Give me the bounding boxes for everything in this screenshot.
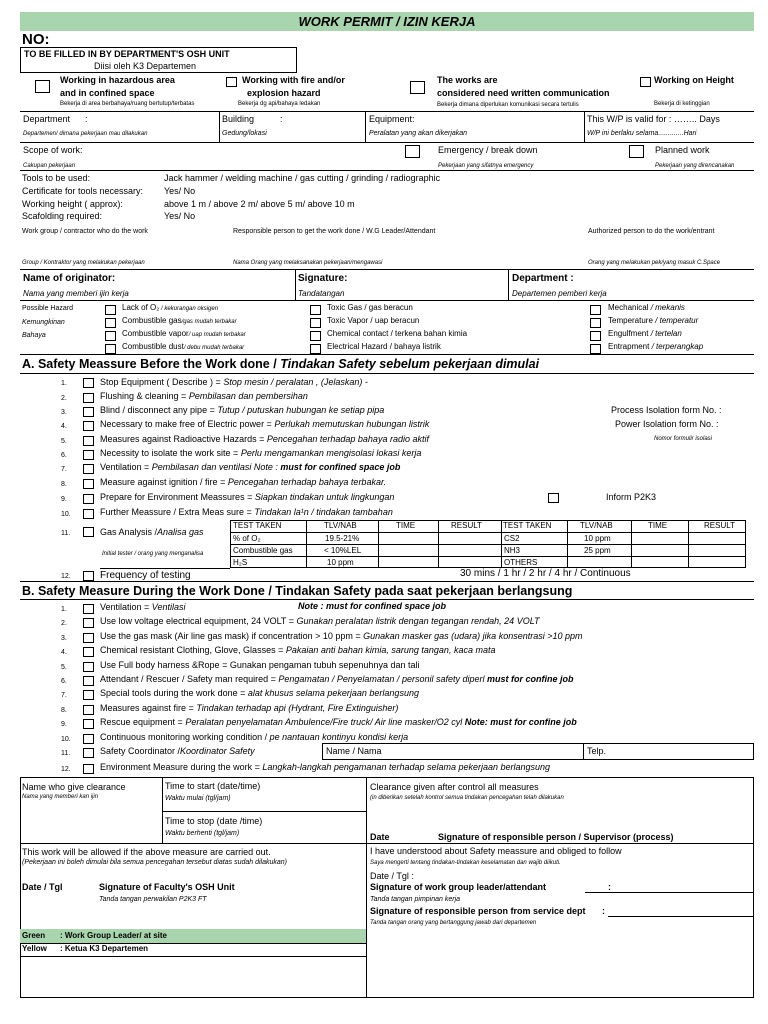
gas-cell: Combustible gas	[233, 546, 293, 555]
gas-header: TEST TAKEN	[233, 521, 282, 530]
isolation-form-sub: Nomor formulir isolasi	[654, 436, 713, 442]
scope-label: Scope of work:	[23, 145, 83, 155]
authorized-person-sub: Orang yang melakukan pek/yang masuk C.Space	[588, 260, 721, 266]
sig-service-label: Signature of responsible person from service dept	[370, 906, 586, 916]
divider	[365, 111, 366, 142]
gas-table-line	[438, 520, 439, 568]
gas-header: TIME	[648, 521, 668, 530]
item-number: 9.	[61, 721, 67, 728]
planned-label: Planned work	[655, 145, 710, 155]
clearance-name-sub: Nama yang memberi kan ijin	[22, 794, 99, 800]
inform-p2k3-checkbox[interactable]	[548, 493, 559, 503]
toxic-vapor-checkbox[interactable]	[310, 318, 321, 328]
page-title: WORK PERMIT / IZIN KERJA	[298, 14, 476, 29]
authorized-person-label: Authorized person to do the work/entrant	[588, 228, 715, 235]
department2-label: Department :	[512, 273, 574, 284]
work-type-label: explosion hazard	[247, 88, 321, 98]
gas-cell: NH3	[504, 546, 521, 555]
divider	[20, 300, 754, 301]
hazard-label: Electrical Hazard / bahaya listrik	[327, 342, 441, 351]
item-number: 2.	[61, 620, 67, 627]
gas-header: RESULT	[704, 521, 735, 530]
scope-sub: Cakupan pekerjaan	[23, 163, 76, 169]
scaffolding-value: Yes/ No	[164, 211, 196, 221]
item-number: 10.	[61, 736, 71, 743]
frequency-checkbox[interactable]	[83, 571, 94, 581]
height-label: Working height ( approx):	[22, 199, 123, 209]
hazard-label: Temperature / temperatur	[608, 316, 699, 325]
item-number: 4.	[61, 423, 67, 430]
item-number: 1.	[61, 380, 67, 387]
process-isolation-label: Process Isolation form No. :	[611, 405, 722, 415]
divider	[20, 956, 366, 957]
work-type-label: Working on Height	[654, 75, 734, 85]
gas-table-line	[306, 520, 307, 568]
section-b-item: Attendant / Rescuer / Safety man required = Pengamatan / Penyelamatan / personil safety diperl must for confine job	[100, 674, 574, 684]
section-a-item: Necessity to isolate the work site = Perlu mengamankan mengisolasi lokasi kerja	[100, 448, 422, 458]
gas-cell: < 10%LEL	[324, 546, 362, 555]
item-number: 7.	[61, 692, 67, 699]
entrapment-checkbox[interactable]	[590, 344, 601, 354]
item-number: 8.	[61, 481, 67, 488]
hazard-label: Toxic Vapor / uap beracun	[327, 316, 420, 325]
item-number: 6.	[61, 678, 67, 685]
item-number: 3.	[61, 635, 67, 642]
divider	[753, 777, 754, 998]
section-b-item: Environment Measure during the work = Langkah-langkah pengamanan terhadap selama pekerjaan berlangsung	[100, 762, 551, 772]
sig-wg-line	[585, 892, 753, 893]
equipment-sub: Peralatan yang akan dikerjakan	[369, 130, 468, 137]
section-b-item: Ventilation = Ventilasi	[100, 602, 186, 612]
section-b-checkbox-10[interactable]	[83, 734, 94, 744]
power-isolation-label: Power Isolation form No. :	[615, 419, 719, 429]
osh-unit-title: TO BE FILLED IN BY DEPARTMENT'S OSH UNIT	[24, 49, 230, 59]
gas-analysis-label: Gas Analysis /Analisa gas	[100, 527, 204, 537]
section-b-item: Measures against fire = Tindakan terhadap api (Hydrant, Fire Extinguisher)	[100, 703, 399, 713]
divider	[162, 811, 366, 812]
planned-work-checkbox[interactable]	[629, 145, 644, 158]
divider	[20, 843, 754, 844]
item-number: 11.	[61, 750, 71, 757]
hazard-label: Chemical contact / terkena bahan kimia	[327, 329, 468, 338]
department-sub: Departemen/ dimana pekerjaan mau dilakukan	[23, 131, 148, 137]
certificate-value: Yes/ No	[164, 186, 196, 196]
divider	[584, 111, 585, 142]
fire-explosion-checkbox[interactable]	[226, 77, 237, 87]
validity-label: This W/P is valid for : …….. Days	[587, 114, 720, 124]
osh-unit-subtitle: Diisi oleh K3 Departemen	[94, 61, 197, 71]
item-number: 1.	[61, 606, 67, 613]
gas-analysis-checkbox[interactable]	[83, 527, 94, 537]
section-a-checkbox-5[interactable]	[83, 436, 94, 446]
section-a-item: Further Meassure / Extra Meas sure = Tindakan la¹n / tindakan tambahan	[100, 507, 393, 517]
height-value: above 1 m / above 2 m/ above 5 m/ above 10 m	[164, 199, 355, 209]
hazard-label: Combustible vapor/ uap mudah terbakar	[122, 329, 246, 338]
planned-sub: Pekerjaan yang direncanakan	[655, 163, 735, 169]
section-b-item: Use low voltage electrical equipment, 24 VOLT = Gunakan peralatan listrik dengan tegangan rendah, 24 VOLT	[100, 616, 540, 626]
item-number: 4.	[61, 649, 67, 656]
legend-color: Yellow	[22, 944, 47, 953]
section-b-checkbox-6[interactable]	[83, 676, 94, 686]
responsible-person-sub: Nama Orang yang melaksanakan pekerjaan/mengawasi	[233, 260, 383, 266]
gas-cell: H₂S	[233, 558, 248, 567]
hazard-label: Toxic Gas / gas beracun	[327, 303, 413, 312]
hazardous-area-checkbox[interactable]	[35, 80, 50, 93]
section-b-item: Special tools during the work done = alat khusus selama pekerjaan berlangsung	[100, 688, 419, 698]
section-a-checkbox-4[interactable]	[83, 421, 94, 431]
work-type-sub: Bekerja dimana diperlukan komunikasi secara tertulis	[437, 102, 579, 108]
confined-note: Note : must for confined space job	[298, 601, 447, 611]
electrical-hazard-checkbox[interactable]	[310, 344, 321, 354]
divider	[20, 170, 754, 171]
work-type-sub: Bekerja di ketinggian	[654, 101, 710, 107]
inform-p2k3-label: Inform P2K3	[606, 492, 657, 502]
section-a-checkbox-2[interactable]	[83, 393, 94, 403]
gas-cell: CS2	[504, 534, 520, 543]
time-stop-sub: Waktu berhenti (tgl/jam)	[165, 830, 240, 837]
emergency-sub: Pekerjaan yang sifatnya emergency	[438, 163, 534, 169]
sig-wg-colon: :	[608, 882, 611, 892]
building-colon: :	[280, 114, 283, 124]
permit-number-label: NO:	[22, 31, 50, 48]
section-a-item: Necessary to make free of Electric power = Perlukah memutuskan hubungan listrik	[100, 419, 430, 429]
time-stop-label: Time to stop (date /time)	[165, 816, 263, 826]
initial-tester-label: Initial tester / orang yang menganalisa	[102, 551, 204, 557]
gas-header: TLV/NAB	[324, 521, 357, 530]
gas-header: TIME	[396, 521, 416, 530]
sig-faculty-sub: Tanda tangan perwakilan P2K3 FT	[99, 896, 207, 903]
toxic-gas-checkbox[interactable]	[310, 305, 321, 315]
section-a-item: Blind / disconnect any pipe = Tutup / putuskan hubungan ke setiap pipa	[100, 405, 385, 415]
aware-sub: Saya mengerti tentang tindakan-tindakan keselamatan dan wajib diikuti.	[370, 860, 561, 866]
certificate-label: Certificate for tools necessary:	[22, 186, 144, 196]
item-number: 12.	[61, 573, 71, 580]
section-b-checkbox-7[interactable]	[83, 690, 94, 700]
gas-header: TLV/NAB	[580, 521, 613, 530]
section-b-checkbox-11[interactable]	[83, 748, 94, 758]
work-type-sub: Bekerja di area berbahaya/ruang bertutup/terbatas	[60, 101, 195, 107]
possible-hazard-label: Bahaya	[22, 332, 46, 339]
item-number: 2.	[61, 395, 67, 402]
divider	[508, 269, 509, 300]
section-b-checkbox-5[interactable]	[83, 662, 94, 672]
hazard-label: Lack of O₂ / kekurangan oksigen	[122, 303, 219, 312]
item-number: 11.	[61, 530, 71, 537]
originator-sub: Nama yang memberi ijin kerja	[23, 289, 129, 298]
section-b-checkbox-2[interactable]	[83, 618, 94, 628]
gas-table-line	[631, 520, 632, 568]
building-label: Building	[222, 114, 255, 124]
item-number: 5.	[61, 438, 67, 445]
legend-desc: : Work Group Leader/ at site	[60, 931, 167, 940]
date-label: Date	[370, 832, 390, 842]
divider	[219, 111, 220, 142]
item-number: 8.	[61, 707, 67, 714]
date-tgl2-label: Date / Tgl :	[370, 871, 414, 881]
work-group-label: Work group / contractor who do the work	[22, 228, 148, 235]
section-a-checkbox-10[interactable]	[83, 509, 94, 519]
section-a-checkbox-7[interactable]	[83, 464, 94, 474]
work-type-label: The works are	[437, 75, 498, 85]
item-number: 10.	[61, 511, 71, 518]
divider	[20, 581, 754, 582]
section-a-item: Ventilation = Pembilasan dan ventilasi Note : must for confined space job	[100, 462, 401, 472]
time-start-label: Time to start (date/time)	[165, 781, 261, 791]
sig-responsible-label: Signature of responsible person / Supervisor (process)	[438, 832, 674, 842]
coordinator-telp-label: Telp.	[587, 746, 607, 756]
section-b-checkbox-9[interactable]	[83, 719, 94, 729]
gas-cell: 19.5-21%	[325, 534, 360, 543]
aware-label: I have understood about Safety meassure and obliged to follow	[370, 846, 622, 856]
section-a-item: Measure against ignition / fire = Pencegahan terhadap bahaya terbakar.	[100, 477, 387, 487]
originator-label: Name of originator:	[23, 273, 116, 284]
coordinator-field[interactable]	[322, 743, 754, 760]
possible-hazard-label: Possible Hazard	[22, 305, 73, 312]
possible-hazard-label: Kemungkinan	[22, 319, 65, 326]
equipment-label: Equipment:	[369, 114, 415, 124]
gas-table-line	[567, 520, 568, 568]
gas-table-line	[230, 556, 746, 557]
work-type-label: and in confined space	[60, 88, 155, 98]
divider	[20, 354, 754, 355]
item-number: 9.	[61, 496, 67, 503]
section-b-checkbox-12[interactable]	[83, 764, 94, 774]
hazard-label: Combustible dust/ debu mudah terbakar	[122, 342, 245, 351]
tester-underline	[100, 568, 230, 569]
section-a-checkbox-8[interactable]	[83, 479, 94, 489]
divider	[366, 777, 367, 998]
scaffolding-label: Scafolding required:	[22, 211, 103, 221]
signature-label: Signature:	[298, 273, 348, 284]
department2-sub: Departemen pemberi kerja	[512, 289, 607, 298]
validity-sub: W/P ini berlaku selama.............Hari	[587, 130, 697, 137]
section-a-checkbox-1[interactable]	[83, 378, 94, 388]
working-height-checkbox[interactable]	[640, 77, 651, 87]
sig-wg-label: Signature of work group leader/attendant	[370, 882, 547, 892]
item-number: 3.	[61, 409, 67, 416]
divider	[20, 373, 754, 374]
gas-cell: % of O₂	[233, 534, 261, 543]
section-a-item: Measures against Radioactive Hazards = Pencegahan terhadap bahaya radio aktif	[100, 434, 429, 444]
frequency-values: 30 mins / 1 hr / 2 hr / 4 hr / Continuous	[460, 568, 631, 579]
divider	[20, 777, 21, 998]
divider	[20, 997, 754, 998]
hazard-label: Entrapment / terperangkap	[608, 342, 704, 351]
work-type-sub: Bekerja dg api/bahaya ledakan	[238, 101, 321, 107]
section-a-checkbox-9[interactable]	[83, 494, 94, 504]
allowed-label: This work will be allowed if the above measure are carried out.	[22, 847, 271, 857]
item-number: 5.	[61, 664, 67, 671]
written-communication-checkbox[interactable]	[410, 81, 425, 94]
divider	[583, 743, 584, 760]
work-group-sub: Group / Kontraktor yang melakukan pekerjaan	[22, 260, 145, 266]
section-a-title: A. Safety Meassure Before the Work done / Tindakan Safety sebelum pekerjaan dimulai	[22, 357, 540, 371]
gas-header: TEST TAKEN	[503, 521, 552, 530]
work-type-label: considered need written communication	[437, 88, 610, 98]
gas-table-line	[688, 520, 689, 568]
section-b-item: Chemical resistant Clothing, Glove, Glasses = Pakaian anti bahan kimia, sarung tangan, kaca mata	[100, 645, 496, 655]
emergency-label: Emergency / break down	[438, 145, 538, 155]
sig-faculty-label: Signature of Faculty's OSH Unit	[99, 882, 235, 892]
hazard-label: Combustible gas/gas mudah terbakar	[122, 316, 237, 325]
section-b-item: Use Full body harness &Rope = Gunakan pengaman tubuh sepenuhnya dan tali	[100, 660, 420, 670]
section-b-item: Use the gas mask (Air line gas mask) if concentration > 10 ppm = Gunakan masker gas (udara) jika konsentrasi >10 ppm	[100, 631, 583, 641]
frequency-label: Frequency of testing	[100, 570, 191, 581]
work-type-label: Working in hazardous area	[60, 75, 175, 85]
divider	[20, 111, 754, 112]
tools-label: Tools to be used:	[22, 173, 91, 183]
work-type-label: Working with fire and/or	[242, 75, 345, 85]
temperature-checkbox[interactable]	[590, 318, 601, 328]
section-a-checkbox-3[interactable]	[83, 407, 94, 417]
engulfment-checkbox[interactable]	[590, 331, 601, 341]
legend-color: Green	[22, 931, 46, 940]
signature-sub: Tandatangan	[298, 289, 345, 298]
item-number: 6.	[61, 452, 67, 459]
section-b-item: Continuous monitoring working condition / pe nantauan kontinyu kondisi kerja	[100, 732, 409, 742]
chemical-contact-checkbox[interactable]	[310, 331, 321, 341]
section-a-item: Stop Equipment ( Describe ) = Stop mesin / peralatan , (Jelaskan) -	[100, 377, 368, 387]
gas-cell: 25 ppm	[584, 546, 611, 555]
item-number: 12.	[61, 766, 71, 773]
divider	[20, 142, 754, 143]
gas-cell: 10 ppm	[584, 534, 611, 543]
gas-table-line	[378, 520, 379, 568]
tools-value: Jack hammer / welding machine / gas cutting / grinding / radiographic	[164, 173, 441, 183]
divider	[20, 599, 754, 600]
legend-desc: : Ketua K3 Departemen	[60, 944, 149, 953]
sig-wg-sub: Tanda tangan pimpinan kerja	[370, 896, 461, 903]
gas-table-line	[230, 532, 746, 533]
time-start-sub: Waktu mulai (tgl/jam)	[165, 795, 231, 802]
combustible-gas-checkbox[interactable]	[105, 318, 116, 328]
date-tgl-label: Date / Tgl	[22, 882, 63, 892]
combustible-dust-checkbox[interactable]	[105, 344, 116, 354]
sig-service-colon: :	[602, 906, 605, 916]
section-b-item: Rescue equipment = Peralatan penyelamatan Ambulence/Fire truck/ Air line masker/O2 cyl Note: must for confine job	[100, 717, 577, 727]
gas-header: RESULT	[451, 521, 482, 530]
responsible-person-label: Responsible person to get the work done / W.G Leader/Attendant	[233, 228, 436, 235]
mechanical-checkbox[interactable]	[590, 305, 601, 315]
section-a-item: Prepare for Environment Meassures = Siapkan tindakan untuk lingkungan	[100, 492, 395, 502]
clearance-name-label: Name who give clearance	[22, 782, 126, 792]
sig-service-sub: Tanda tangan orang yang bertanggung jawab dari departemen	[370, 920, 537, 926]
hazard-label: Mechanical / mekanis	[608, 303, 685, 312]
section-b-title: B. Safety Measure During the Work Done / Tindakan Safety pada saat pekerjaan berlangsung	[22, 584, 573, 598]
section-b-checkbox-1[interactable]	[83, 604, 94, 614]
section-b-checkbox-3[interactable]	[83, 633, 94, 643]
clearance-given-label: Clearance given after control all measures	[370, 782, 539, 792]
allowed-sub: (Pekerjaan ini boleh dimulai bila semua pencegahan tersebut diatas sudah dilakukan)	[22, 859, 288, 866]
gas-cell: 10 ppm	[327, 558, 354, 567]
department-label: Department	[23, 114, 71, 124]
divider	[162, 777, 163, 843]
gas-table-line	[230, 544, 746, 545]
section-b-item: Safety Coordinator /Koordinator Safety	[100, 746, 255, 756]
clearance-given-sub: (in diberikan setelah kontrol semua tindakan pencegahan telah dilakukan	[370, 795, 564, 801]
gas-table-line	[501, 520, 502, 568]
gas-cell: OTHERS	[504, 558, 538, 567]
department-colon: :	[85, 114, 88, 124]
section-a-item: Flushing & cleaning = Pembilasan dan pembersihan	[100, 391, 308, 401]
lack-o2-checkbox[interactable]	[105, 305, 116, 315]
divider	[20, 269, 754, 270]
sig-service-line	[608, 916, 753, 917]
building-sub: Gedung/lokasi	[222, 130, 267, 137]
item-number: 7.	[61, 466, 67, 473]
divider	[20, 777, 754, 778]
coordinator-name-label: Name / Nama	[326, 746, 382, 756]
hazard-label: Engulfment / tertelan	[608, 329, 682, 338]
section-b-checkbox-4[interactable]	[83, 647, 94, 657]
section-b-checkbox-8[interactable]	[83, 705, 94, 715]
section-a-checkbox-6[interactable]	[83, 450, 94, 460]
emergency-checkbox[interactable]	[405, 145, 420, 158]
divider	[295, 269, 296, 300]
combustible-vapor-checkbox[interactable]	[105, 331, 116, 341]
